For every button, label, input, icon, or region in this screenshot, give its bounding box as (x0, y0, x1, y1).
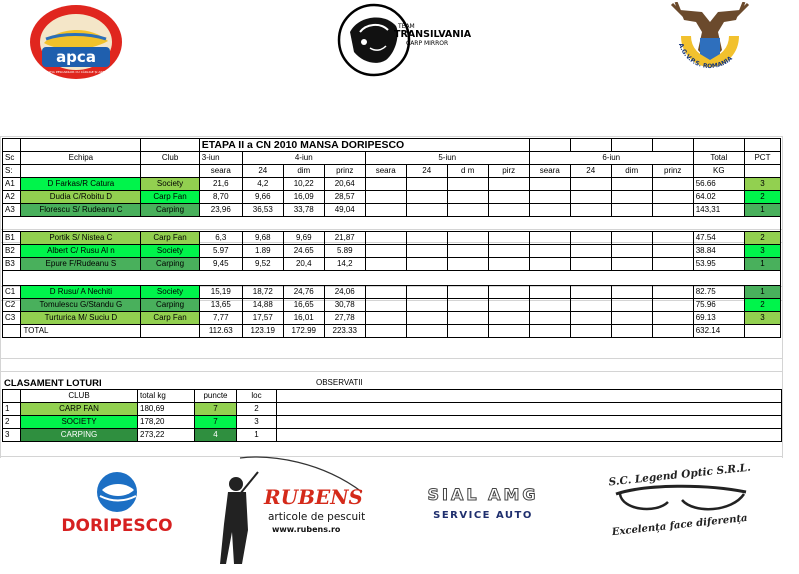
row-value: 5.97 (199, 245, 242, 258)
row-sc: A2 (3, 191, 21, 204)
row-total: 53.95 (693, 258, 744, 271)
row-value: 5.89 (324, 245, 365, 258)
row-team: D Farkas/R Catura (21, 178, 141, 191)
doripesco-logo (42, 470, 192, 538)
apca-subtext: ASOCIAȚIA PESCARILOR CU CÂRLIGE ȘI ARTICOLE (38, 70, 114, 74)
row-team: Turturica M/ Suciu D (21, 312, 141, 325)
clasament-table (2, 389, 782, 442)
table-row (3, 286, 781, 299)
clasament-header-kg: total kg (138, 390, 195, 403)
row-team: Florescu S/ Rudeanu C (21, 204, 141, 217)
header-pct: PCT (744, 152, 780, 165)
header-sub-8: pirz (488, 165, 529, 178)
header-sub-1: seara (199, 165, 242, 178)
rubens-tagline: articole de pescuit (268, 511, 366, 523)
clasament-club: SOCIETY (21, 416, 138, 429)
row-sc: B2 (3, 245, 21, 258)
header-sub-12: prinz (652, 165, 693, 178)
row-value: 20,4 (283, 258, 324, 271)
row-sc: C2 (3, 299, 21, 312)
row-value: 9,68 (242, 232, 283, 245)
header-sub-11: dim (611, 165, 652, 178)
row-pct: 3 (744, 245, 780, 258)
table-row (3, 178, 781, 191)
header-sub-7: d m (447, 165, 488, 178)
row-team: D Rusu/ A Nechiti (21, 286, 141, 299)
clasament-loc: 3 (237, 416, 277, 429)
row-value: 9,66 (242, 191, 283, 204)
clasament-n: 2 (3, 416, 21, 429)
row-sc: C3 (3, 312, 21, 325)
row-total: 82.75 (693, 286, 744, 299)
row-total: 143,31 (693, 204, 744, 217)
totals-value: 123.19 (242, 325, 283, 338)
apca-logo (28, 3, 124, 81)
row-value: 15,19 (199, 286, 242, 299)
clasament-row (3, 416, 782, 429)
clasament-club: CARPING (21, 429, 138, 442)
header-s: S: (3, 165, 21, 178)
row-value: 33,78 (283, 204, 324, 217)
table-row (3, 299, 781, 312)
totals-row (3, 325, 781, 338)
row-total: 38.84 (693, 245, 744, 258)
team-name-text: TRANSILVANIA (394, 29, 472, 40)
header-day-3: 5-iun (365, 152, 529, 165)
legend-slogan: Excelența face diferența (611, 512, 749, 539)
row-sc: A3 (3, 204, 21, 217)
totals-label: TOTAL (21, 325, 141, 338)
row-total: 47.54 (693, 232, 744, 245)
totals-value: 223.33 (324, 325, 365, 338)
clasament-kg: 180,69 (138, 403, 195, 416)
header-sub-6: 24 (406, 165, 447, 178)
table-row (3, 258, 781, 271)
row-pct: 2 (744, 191, 780, 204)
row-total: 56.66 (693, 178, 744, 191)
row-value: 23,96 (199, 204, 242, 217)
row-value: 4,2 (242, 178, 283, 191)
clasament-puncte: 7 (195, 416, 237, 429)
row-pct: 2 (744, 232, 780, 245)
header-sub-3: dim (283, 165, 324, 178)
row-club: Carp Fan (141, 232, 199, 245)
observatii-title: OBSERVATII (316, 378, 363, 387)
row-value: 9,52 (242, 258, 283, 271)
header-day-4: 6-iun (529, 152, 693, 165)
legend-optic-logo (596, 462, 764, 542)
row-sc: B3 (3, 258, 21, 271)
totals-value: 172.99 (283, 325, 324, 338)
clasament-header-puncte: puncte (195, 390, 237, 403)
row-value: 21,87 (324, 232, 365, 245)
row-total: 75.96 (693, 299, 744, 312)
header-total: Total (693, 152, 744, 165)
row-pct: 1 (744, 286, 780, 299)
row-club: Carping (141, 258, 199, 271)
row-team: Portik S/ Nistea C (21, 232, 141, 245)
table-row (3, 245, 781, 258)
header-sub-9: seara (529, 165, 570, 178)
row-sc: C1 (3, 286, 21, 299)
row-sc: B1 (3, 232, 21, 245)
header-sub-5: seara (365, 165, 406, 178)
clasament-row (3, 403, 782, 416)
row-value: 14,2 (324, 258, 365, 271)
header-row-2 (3, 165, 781, 178)
header-club: Club (141, 152, 199, 165)
agvps-logo (662, 2, 758, 78)
row-value: 20,64 (324, 178, 365, 191)
page-title: ETAPA II a CN 2010 MANSA DORIPESCO (199, 139, 529, 152)
row-value: 49,04 (324, 204, 365, 217)
row-value: 16,65 (283, 299, 324, 312)
row-pct: 1 (744, 204, 780, 217)
row-pct: 2 (744, 299, 780, 312)
row-value: 36,53 (242, 204, 283, 217)
clasament-loc: 1 (237, 429, 277, 442)
row-value: 14,88 (242, 299, 283, 312)
doripesco-text: DORIPESCO (61, 516, 173, 536)
team-transilvania-logo (336, 2, 480, 78)
row-team: Dudia C/Robitu D (21, 191, 141, 204)
row-club: Carp Fan (141, 312, 199, 325)
row-value: 8,70 (199, 191, 242, 204)
table-row (3, 232, 781, 245)
row-pct: 3 (744, 312, 780, 325)
clasament-puncte: 7 (195, 403, 237, 416)
row-total: 64.02 (693, 191, 744, 204)
row-value: 10,22 (283, 178, 324, 191)
header-day-1: 3-iun (199, 152, 242, 165)
row-value: 7,77 (199, 312, 242, 325)
row-total: 69.13 (693, 312, 744, 325)
sial-subtext: SERVICE AUTO (433, 510, 533, 521)
header-row-1 (3, 152, 781, 165)
row-team: Tomulescu G/Standu G (21, 299, 141, 312)
row-club: Carping (141, 299, 199, 312)
row-club: Carp Fan (141, 191, 199, 204)
table-row (3, 191, 781, 204)
row-pct: 3 (744, 178, 780, 191)
header-day-2: 4-iun (242, 152, 365, 165)
row-club: Society (141, 286, 199, 299)
table-row (3, 204, 781, 217)
rubens-url: www.rubens.ro (272, 525, 341, 534)
totals-grand: 632.14 (693, 325, 744, 338)
row-value: 13,65 (199, 299, 242, 312)
team-small-text: TEAM (398, 23, 415, 30)
row-value: 28,57 (324, 191, 365, 204)
row-value: 24,06 (324, 286, 365, 299)
row-value: 9,69 (283, 232, 324, 245)
sial-text: SIAL AMG (427, 485, 539, 504)
header-sub-10: 24 (570, 165, 611, 178)
row-value: 6,3 (199, 232, 242, 245)
header-echipa: Echipa (21, 152, 141, 165)
clasament-kg: 178,20 (138, 416, 195, 429)
row-value: 21,6 (199, 178, 242, 191)
header-sub-4: prinz (324, 165, 365, 178)
clasament-row (3, 429, 782, 442)
rubens-logo (212, 452, 384, 570)
rubens-text: RUBENS (264, 485, 363, 509)
results-table (2, 138, 781, 338)
clasament-header-club: CLUB (21, 390, 138, 403)
row-club: Society (141, 178, 199, 191)
row-value: 9,45 (199, 258, 242, 271)
row-value: 30,78 (324, 299, 365, 312)
row-sc: A1 (3, 178, 21, 191)
clasament-puncte: 4 (195, 429, 237, 442)
clasament-kg: 273,22 (138, 429, 195, 442)
clasament-header-loc: loc (237, 390, 277, 403)
legend-name: S.C. Legend Optic S.R.L. (608, 462, 752, 489)
row-team: Albert C/ Rusu Al n (21, 245, 141, 258)
clasament-loc: 2 (237, 403, 277, 416)
clasament-header (3, 390, 782, 403)
team-sub-text: CARP MIRROR (406, 40, 449, 47)
sial-amg-logo (412, 482, 554, 524)
row-value: 17,57 (242, 312, 283, 325)
clasament-title: CLASAMENT LOTURI (4, 378, 102, 389)
agvps-text: A.G.V.P.S. ROMANIA (677, 42, 734, 71)
totals-value: 112.63 (199, 325, 242, 338)
header-sub-2: 24 (242, 165, 283, 178)
row-pct: 1 (744, 258, 780, 271)
row-value: 24.65 (283, 245, 324, 258)
header-kg: KG (693, 165, 744, 178)
clasament-club: CARP FAN (21, 403, 138, 416)
row-value: 16,01 (283, 312, 324, 325)
clasament-n: 3 (3, 429, 21, 442)
row-club: Carping (141, 204, 199, 217)
clasament-n: 1 (3, 403, 21, 416)
apca-text: apca (56, 48, 96, 66)
row-value: 24,76 (283, 286, 324, 299)
row-club: Society (141, 245, 199, 258)
row-value: 1.89 (242, 245, 283, 258)
row-value: 27,78 (324, 312, 365, 325)
title-row (3, 139, 781, 152)
table-row (3, 312, 781, 325)
row-value: 16,09 (283, 191, 324, 204)
row-team: Epure F/Rudeanu S (21, 258, 141, 271)
header-sc: Sc (3, 152, 21, 165)
row-value: 18,72 (242, 286, 283, 299)
